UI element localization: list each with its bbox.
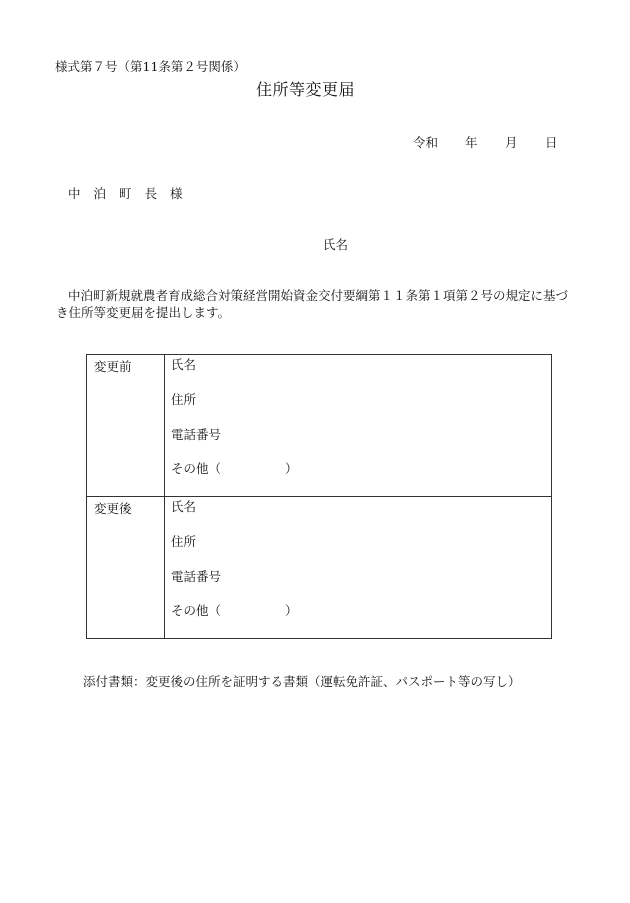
other-close-before: ） xyxy=(285,461,298,477)
table-row-after xyxy=(87,497,552,639)
row-label-before: 変更前 xyxy=(87,355,165,497)
field-phone-before: 電話番号 xyxy=(171,426,222,442)
date-day-label: 日 xyxy=(545,135,558,150)
fields-before xyxy=(165,355,552,497)
date-line xyxy=(413,133,558,151)
row-label-after: 変更後 xyxy=(87,497,165,639)
field-name-after: 氏名 xyxy=(171,499,197,514)
field-name-before: 氏名 xyxy=(171,357,197,372)
other-open-after: その他（ xyxy=(171,603,222,619)
change-table xyxy=(86,354,552,639)
field-address-before: 住所 xyxy=(171,391,197,407)
field-other-before xyxy=(171,461,551,496)
field-address-after: 住所 xyxy=(171,533,197,549)
other-close-after: ） xyxy=(285,603,298,619)
form-number: 様式第７号（第11条第２号関係） xyxy=(55,59,246,74)
addressee: 中泊町長様 xyxy=(68,186,196,201)
fields-after xyxy=(165,497,552,639)
date-month-label: 月 xyxy=(505,135,518,150)
field-other-after xyxy=(171,603,551,638)
field-phone-after: 電話番号 xyxy=(171,568,222,584)
date-era: 令和 xyxy=(413,135,439,150)
applicant-name-label: 氏名 xyxy=(323,237,349,252)
attachment-note: 添付書類：変更後の住所を証明する書類（運転免許証、パスポート等の写し） xyxy=(83,674,521,689)
document-title: 住所等変更届 xyxy=(256,80,356,99)
date-year-label: 年 xyxy=(465,135,478,150)
table-row-before xyxy=(87,355,552,497)
other-open-before: その他（ xyxy=(171,461,222,477)
body-text: 中泊町新規就農者育成総合対策経営開始資金交付要綱第１１条第１項第２号の規定に基づき住所等変更届を提出します。 xyxy=(56,288,569,320)
